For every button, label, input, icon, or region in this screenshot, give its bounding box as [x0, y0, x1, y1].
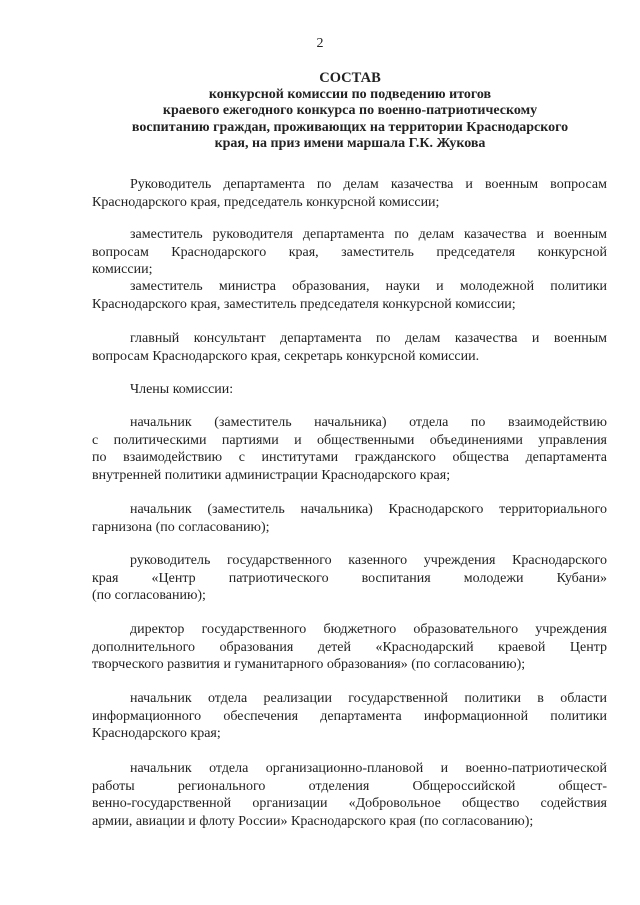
header-line: конкурсной комиссии по подведению итогов: [208, 86, 492, 102]
page-number: 2: [316, 36, 324, 51]
text-line: Краснодарского края, председатель конкурсной комиссии;: [92, 194, 440, 210]
text-line: Члены комиссии:: [130, 382, 234, 397]
members-heading: [92, 381, 607, 399]
text-line: директор государственного бюджетного образовательного учреждения: [130, 622, 607, 637]
header-line: края, на приз имени маршала Г.К. Жукова: [214, 136, 486, 151]
text-line: дополнительного образования детей «Краснодарский краевой Центр: [92, 639, 607, 655]
text-line: начальник (заместитель начальника) отдела по взаимодействию: [130, 415, 607, 430]
text-line: венно-государственной организации «Добровольное общество содействия: [92, 796, 607, 811]
paragraph-member-6: [92, 760, 607, 830]
header-line: воспитанию граждан, проживающих на территории Краснодарского: [131, 119, 569, 135]
header-line: краевого ежегодного конкурса по военно-патриотическому: [162, 103, 538, 118]
text-line: внутренней политики администрации Краснодарского края;: [92, 467, 451, 483]
text-line: вопросам Краснодарского края, заместитель председателя конкурсной: [92, 244, 607, 260]
text-line: (по согласованию);: [92, 588, 206, 603]
paragraph-secretary: [92, 330, 607, 365]
text-line: работы регионального отделения Общероссийской общест-: [92, 778, 607, 794]
paragraph-member-4: [92, 621, 607, 674]
text-line: Краснодарского края, заместитель председателя конкурсной комиссии;: [92, 296, 516, 312]
text-line: заместитель руководителя департамента по делам казачества и военным: [130, 227, 607, 242]
paragraph-member-1: [92, 414, 607, 484]
text-line: Краснодарского края;: [92, 726, 221, 741]
text-line: руководитель государственного казенного учреждения Краснодарского: [130, 553, 607, 568]
text-line: начальник (заместитель начальника) Краснодарского территориального: [130, 502, 607, 517]
paragraph-deputy-chairman-2: [92, 278, 607, 313]
text-line: начальник отдела реализации государственной политики в области: [130, 691, 607, 706]
text-line: начальник отдела организационно-плановой и военно-патриотической: [130, 761, 607, 776]
text-line: края «Центр патриотического воспитания молодежи Кубани»: [92, 570, 607, 586]
text-line: Руководитель департамента по делам казачества и военным вопросам: [130, 177, 607, 192]
paragraph-member-5: [92, 690, 607, 743]
text-line: вопросам Краснодарского края, секретарь конкурсной комиссии.: [92, 348, 480, 364]
text-line: творческого развития и гуманитарного образования» (по согласованию);: [92, 657, 526, 672]
text-line: заместитель министра образования, науки и молодежной политики: [130, 279, 607, 294]
paragraph-member-3: [92, 552, 607, 605]
paragraph-chairman: [92, 176, 607, 211]
paragraph-deputy-chairman-1: [92, 226, 607, 279]
document-title: СОСТАВ: [319, 70, 381, 86]
text-line: главный консультант департамента по делам казачества и военным: [130, 331, 607, 346]
text-line: армии, авиации и флоту России» Краснодарского края (по согласованию);: [92, 813, 534, 829]
text-line: гарнизона (по согласованию);: [92, 519, 270, 535]
text-line: комиссии;: [92, 262, 153, 277]
text-line: информационного обеспечения департамента информационной политики: [92, 708, 607, 724]
text-line: по взаимодействию с институтами гражданского общества департамента: [92, 450, 607, 465]
text-line: с политическими партиями и общественными объединениями управления: [92, 432, 607, 448]
paragraph-member-2: [92, 501, 607, 536]
document-header: [90, 70, 610, 153]
